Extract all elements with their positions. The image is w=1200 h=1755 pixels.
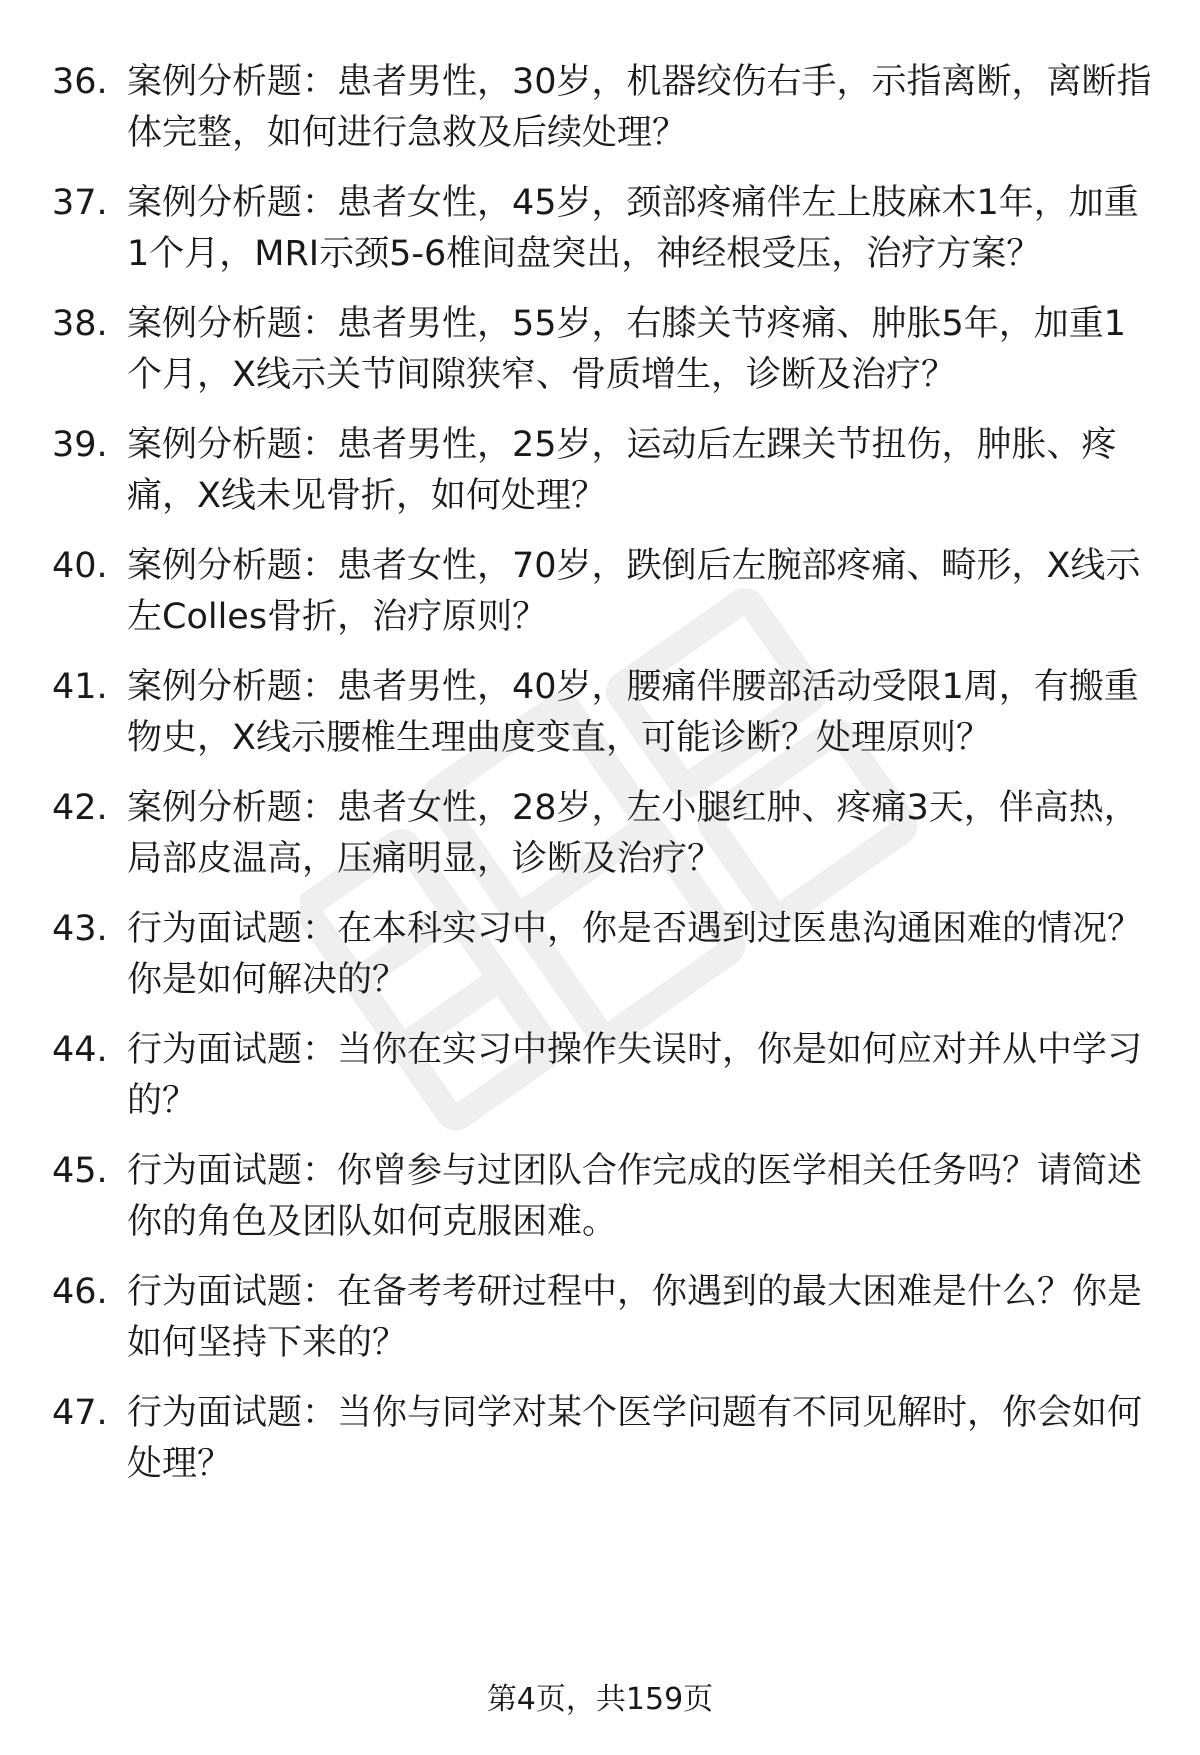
question-text: 案例分析题：患者男性，55岁，右膝关节疼痛、肿胀5年，加重1个月，X线示关节间隙狭窄、骨质增生，诊断及治疗？ — [127, 304, 1127, 395]
question-text: 案例分析题：患者男性，30岁，机器绞伤右手，示指离断，离断指体完整，如何进行急救及后续处理？ — [127, 62, 1152, 153]
question-item — [52, 1267, 1152, 1369]
question-number: 40. — [52, 546, 108, 586]
question-text: 案例分析题：患者女性，45岁，颈部疼痛伴左上肢麻木1年，加重1个月，MRI示颈5-6椎间盘突出，神经根受压，治疗方案？ — [127, 183, 1139, 274]
question-number: 42. — [52, 788, 108, 828]
question-number: 46. — [52, 1272, 108, 1312]
question-number: 39. — [52, 425, 108, 465]
question-number: 43. — [52, 909, 108, 949]
question-text: 案例分析题：患者男性，40岁，腰痛伴腰部活动受限1周，有搬重物史，X线示腰椎生理曲度变直，可能诊断？处理原则？ — [127, 667, 1139, 758]
question-item — [52, 1388, 1152, 1490]
question-item — [52, 57, 1152, 159]
page-number-label: 第4页，共159页 — [486, 1682, 714, 1717]
question-number: 44. — [52, 1030, 108, 1070]
question-text: 行为面试题：当你在实习中操作失误时，你是如何应对并从中学习的？ — [127, 1030, 1143, 1121]
question-item — [52, 662, 1152, 764]
question-number: 38. — [52, 304, 108, 344]
question-item — [52, 783, 1152, 885]
question-text: 案例分析题：患者男性，25岁，运动后左踝关节扭伤，肿胀、疼痛，X线未见骨折，如何处理？ — [127, 425, 1117, 516]
question-text: 行为面试题：在本科实习中，你是否遇到过医患沟通困难的情况？你是如何解决的？ — [127, 909, 1143, 1000]
question-text: 行为面试题：你曾参与过团队合作完成的医学相关任务吗？请简述你的角色及团队如何克服困难。 — [127, 1151, 1143, 1242]
question-number: 37. — [52, 183, 108, 223]
question-list — [52, 57, 1152, 1509]
question-item — [52, 1025, 1152, 1127]
question-item — [52, 299, 1152, 401]
question-item — [52, 904, 1152, 1006]
question-item — [52, 420, 1152, 522]
question-text: 行为面试题：当你与同学对某个医学问题有不同见解时，你会如何处理？ — [127, 1393, 1143, 1484]
question-number: 47. — [52, 1393, 108, 1433]
page-footer — [0, 1680, 1200, 1720]
question-item — [52, 541, 1152, 643]
question-text: 行为面试题：在备考考研过程中，你遇到的最大困难是什么？你是如何坚持下来的？ — [127, 1272, 1143, 1363]
question-number: 45. — [52, 1151, 108, 1191]
question-text: 案例分析题：患者女性，70岁，跌倒后左腕部疼痛、畸形，X线示左Colles骨折，治疗原则？ — [127, 546, 1141, 637]
question-item — [52, 1146, 1152, 1248]
question-number: 36. — [52, 62, 108, 102]
question-item — [52, 178, 1152, 280]
question-number: 41. — [52, 667, 108, 707]
question-text: 案例分析题：患者女性，28岁，左小腿红肿、疼痛3天，伴高热，局部皮温高，压痛明显，诊断及治疗？ — [127, 788, 1139, 879]
